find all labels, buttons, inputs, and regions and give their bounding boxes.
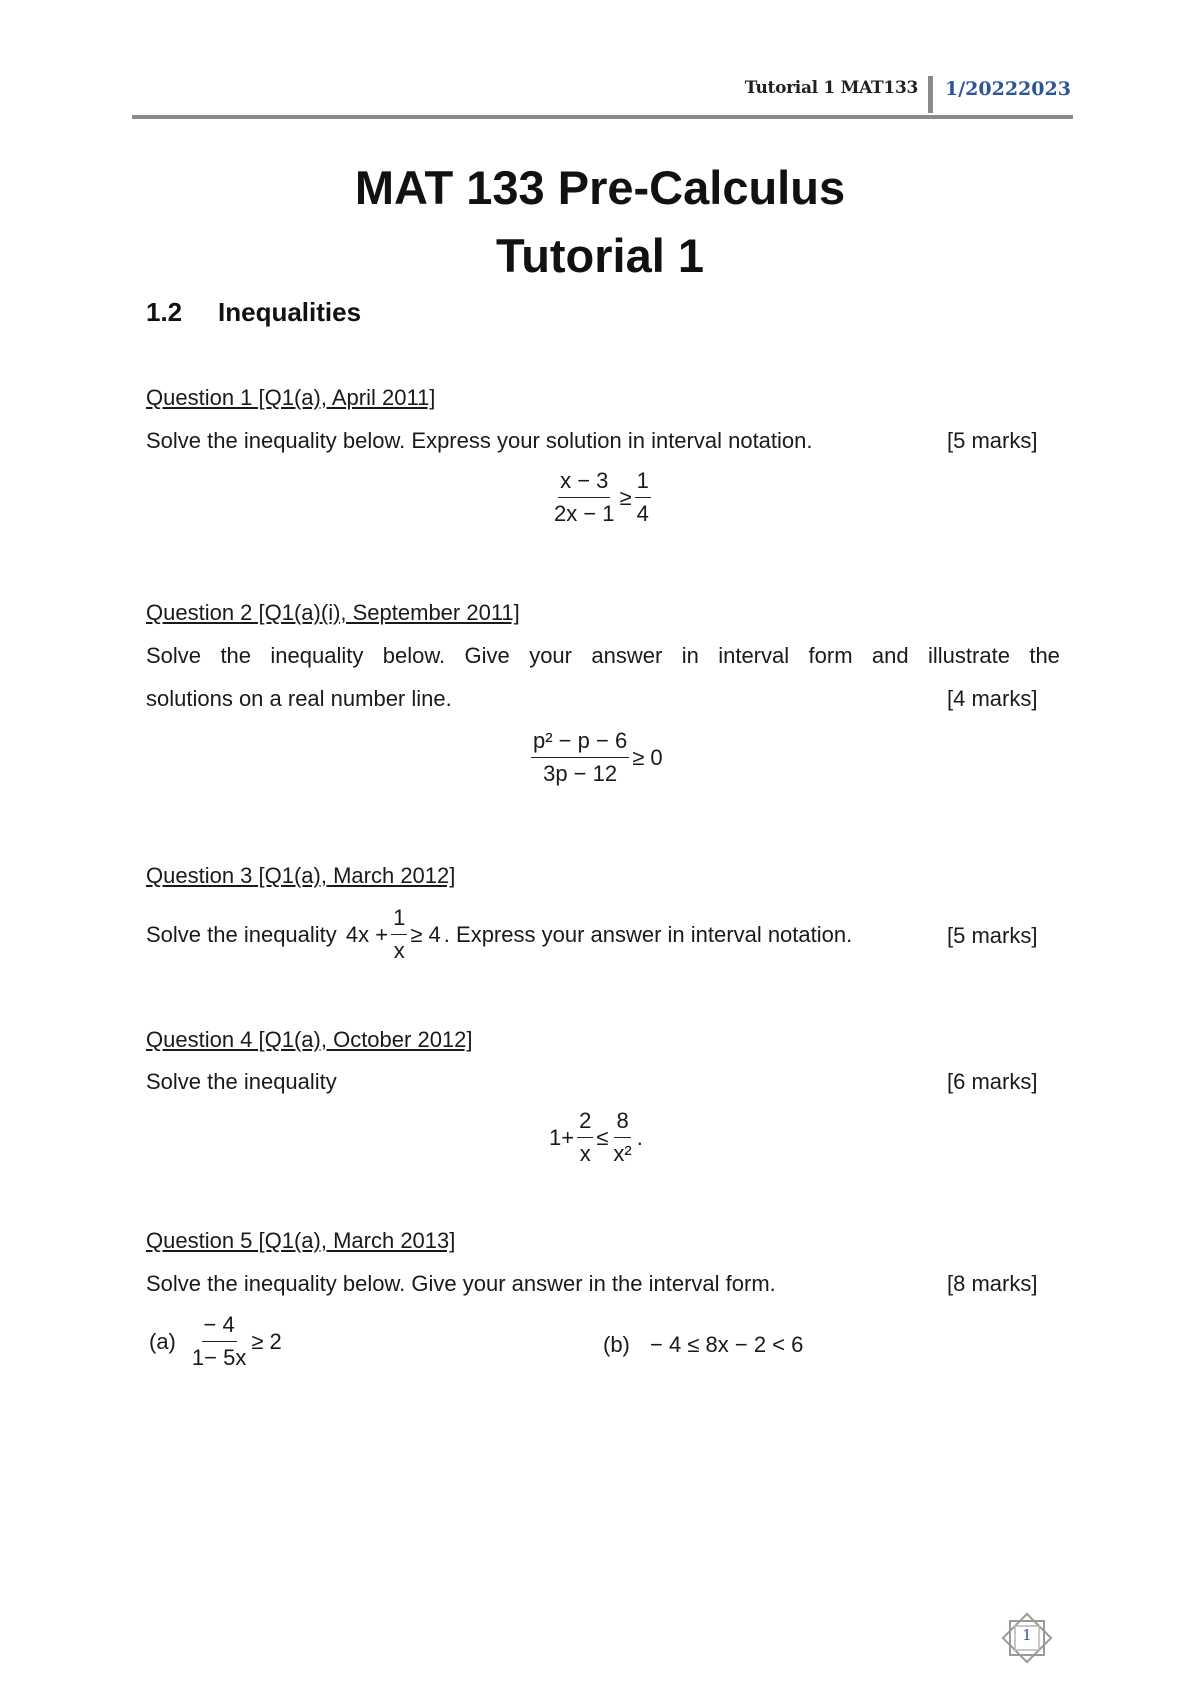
page-number: 1 (1022, 1626, 1032, 1644)
word: illustrate (928, 643, 1010, 668)
question-2-text-line1 (146, 643, 1060, 669)
section-title: Inequalities (218, 297, 362, 327)
lhs: 1+ (549, 1124, 575, 1150)
denominator: x² (613, 1141, 632, 1167)
denominator: 1− 5x (191, 1345, 247, 1371)
question-2-equation (531, 728, 666, 788)
text-after: . Express your answer in interval notation. (443, 921, 853, 947)
part-label: (b) (603, 1332, 630, 1357)
header-course: Tutorial 1 MAT133 (744, 78, 918, 98)
word: and (871, 643, 909, 668)
question-1-equation (552, 468, 651, 528)
period: . (636, 1124, 643, 1150)
part-label: (a) (149, 1328, 176, 1354)
word: in (681, 643, 699, 668)
fraction (391, 905, 407, 965)
numerator: 2 (577, 1108, 593, 1138)
fraction (552, 468, 617, 528)
fraction (531, 728, 629, 788)
rhs: ≥ 0 (632, 744, 663, 770)
header-rule (132, 115, 1073, 119)
question-1-marks: [5 marks] (947, 428, 1038, 453)
question-2-marks: [4 marks] (947, 686, 1038, 711)
question-4-equation (546, 1108, 646, 1168)
question-4-text: Solve the inequality (146, 1069, 337, 1094)
question-5-text: Solve the inequality below. Give your answer in the interval form. (146, 1271, 776, 1296)
section-number: 1.2 (146, 297, 183, 327)
fraction (190, 1312, 248, 1372)
numerator: 8 (614, 1108, 630, 1138)
text-before: Solve the inequality (146, 921, 337, 947)
fraction (635, 468, 651, 528)
question-3-marks: [5 marks] (947, 923, 1038, 948)
question-4-heading: Question 4 [Q1(a), October 2012] (146, 1027, 473, 1052)
denominator: x (579, 1141, 591, 1167)
page-subtitle: Tutorial 1 (495, 229, 705, 282)
rhs: ≥ 4 (410, 921, 441, 947)
lhs: 4x + (345, 921, 389, 947)
word: your (529, 643, 572, 668)
operator: ≥ (619, 484, 632, 510)
numerator: 1 (391, 905, 407, 935)
denominator: x (393, 938, 405, 964)
header-separator (928, 76, 933, 113)
denominator: 2x − 1 (554, 501, 615, 527)
numerator: x − 3 (558, 468, 610, 498)
question-5-marks: [8 marks] (947, 1271, 1038, 1296)
word: below. (382, 643, 446, 668)
rhs: ≥ 2 (251, 1328, 282, 1354)
question-2-heading: Question 2 [Q1(a)(i), September 2011] (146, 600, 520, 625)
question-5a-equation (146, 1312, 285, 1372)
operator: ≤ (596, 1124, 609, 1150)
expression: − 4 ≤ 8x − 2 < 6 (650, 1332, 804, 1357)
question-5-heading: Question 5 [Q1(a), March 2013] (146, 1228, 456, 1253)
word: interval (718, 643, 790, 668)
question-3-heading: Question 3 [Q1(a), March 2012] (146, 863, 456, 888)
word: Solve (146, 643, 202, 668)
question-1-text: Solve the inequality below. Express your solution in interval notation. (146, 428, 813, 453)
question-5b-equation (603, 1332, 803, 1358)
word: form (808, 643, 853, 668)
word: the (220, 643, 252, 668)
question-1-heading: Question 1 [Q1(a), April 2011] (146, 385, 436, 410)
fraction (611, 1108, 633, 1168)
numerator: 1 (635, 468, 651, 498)
header-session: 1/20222023 (945, 78, 1071, 100)
word: Give (464, 643, 510, 668)
numerator: − 4 (202, 1312, 237, 1342)
numerator: p² − p − 6 (531, 728, 629, 758)
question-2-text-line2: solutions on a real number line. (146, 686, 452, 711)
question-4-marks: [6 marks] (947, 1069, 1038, 1094)
word: inequality (270, 643, 364, 668)
page-title: MAT 133 Pre-Calculus (354, 161, 846, 214)
word: the (1029, 643, 1060, 668)
question-3-text (146, 905, 852, 965)
denominator: 4 (636, 501, 649, 527)
section-heading (146, 297, 361, 328)
fraction (577, 1108, 593, 1168)
denominator: 3p − 12 (543, 761, 618, 787)
word: answer (591, 643, 663, 668)
